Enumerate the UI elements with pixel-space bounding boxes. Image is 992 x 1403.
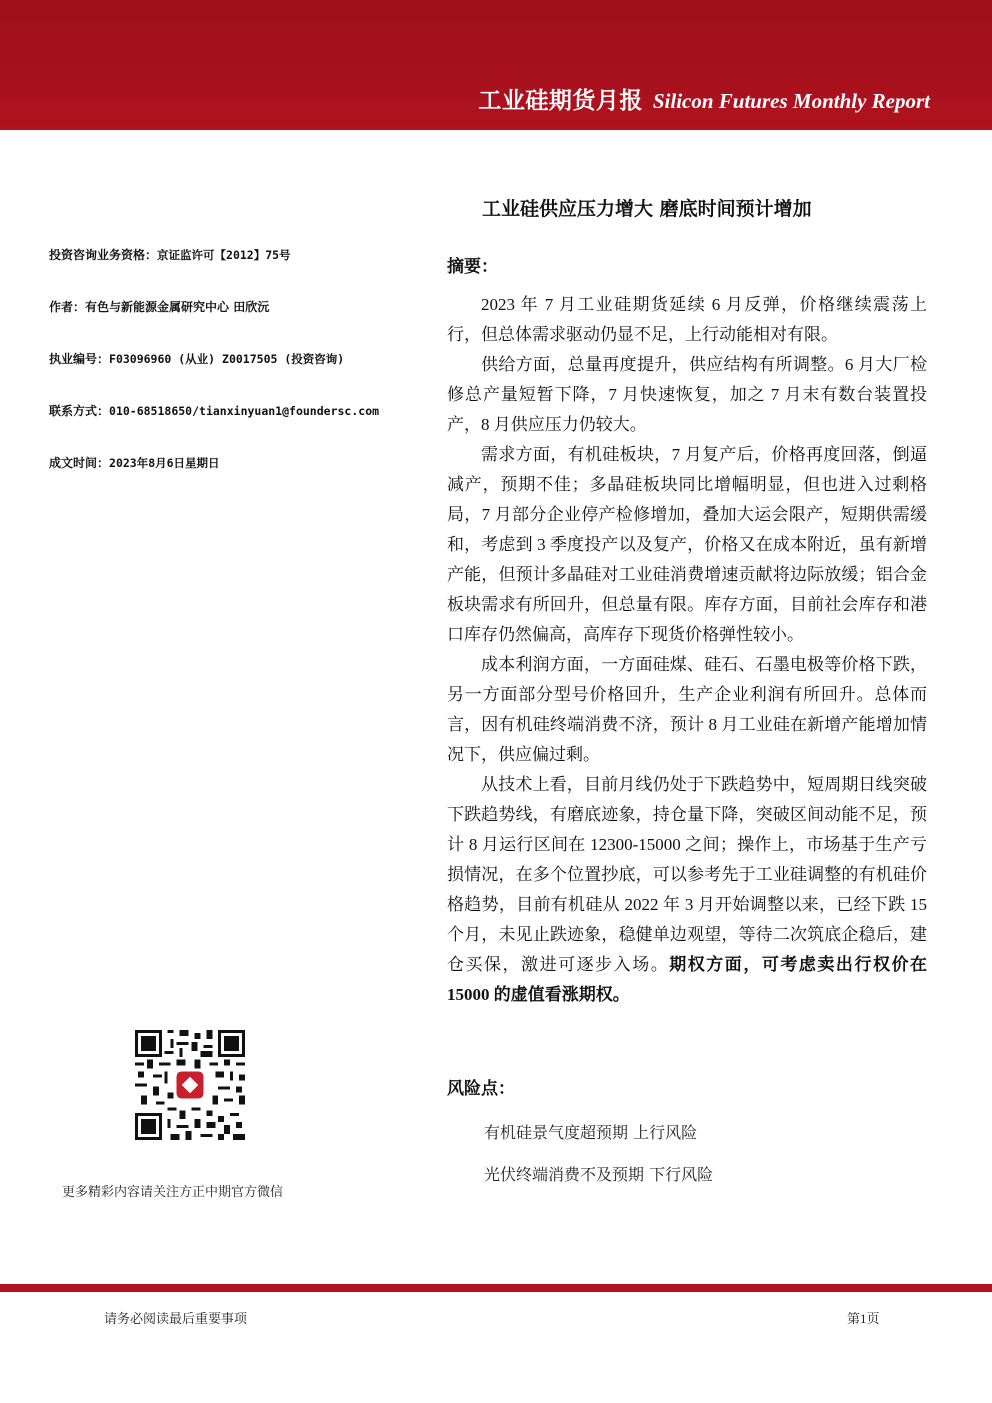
footer-rule: [0, 1284, 992, 1292]
abstract-paragraph-technical: [447, 770, 927, 1010]
risk-heading: 风险点：: [447, 1079, 515, 1099]
report-title: 工业硅供应压力增大 磨底时间预计增加: [482, 198, 812, 220]
meta-author-value: 有色与新能源金属研究中心 田欣沅: [85, 300, 270, 314]
meta-date: [49, 454, 220, 471]
footer-notice: 请务必阅读最后重要事项: [104, 1312, 248, 1327]
meta-contact-label: 联系方式：: [49, 404, 110, 418]
options-advice: 期权方面，可考虑卖出行权价在 15000 的虚值看涨期权。: [447, 955, 928, 1004]
meta-contact: [49, 402, 379, 419]
abstract-paragraph: 需求方面，有机硅板块，7 月复产后，价格再度回落，倒逼减产，预期不佳；多晶硅板块同比增幅明显，但也进入过剩格局，7 月部分企业停产检修增加，叠加大运会限产，短期供需缓和，考虑到 3 季度投产以及复产，价格又在成本附近，虽有新增产能，但预计多晶硅对工业硅消费增速贡献将边际放缓；铝合金板块需求有所回升，但总量有限。库存方面，目前社会库存和港口库存仍然偏高，高库存下现货价格弹性较小。: [447, 445, 927, 644]
abstract-heading: 摘要：: [447, 257, 498, 277]
page-number: 第1页: [847, 1311, 880, 1326]
header-title-en: Silicon Futures Monthly Report: [652, 89, 930, 113]
meta-contact-value: 010-68518650/tianxinyuan1@foundersc.com: [109, 404, 380, 418]
qr-caption: 更多精彩内容请关注方正中期官方微信: [62, 1185, 284, 1200]
abstract-paragraph: 供给方面，总量再度提升，供应结构有所调整。6 月大厂检修总产量短暂下降，7 月快速恢复，加之 7 月末有数台装置投产，8 月供应压力仍较大。: [447, 355, 927, 434]
meta-qualification-value: 京证监许可【2012】75号: [157, 248, 291, 262]
abstract-body: [447, 290, 927, 1010]
meta-qualification-label: 投资咨询业务资格：: [49, 248, 158, 262]
abstract-paragraph: 成本利润方面，一方面硅煤、硅石、石墨电极等价格下跌，另一方面部分型号价格回升，生产企业利润有所回升。总体而言，因有机硅终端消费不济，预计 8 月工业硅在新增产能增加情况下，供应偏过剩。: [447, 655, 927, 764]
header-title-cn: 工业硅期货月报: [478, 88, 643, 114]
meta-license-value: F03096960 (从业) Z0017505 (投资咨询): [109, 352, 345, 366]
technical-text: 从技术上看，目前月线仍处于下跌趋势中，短周期日线突破下跌趋势线，有磨底迹象，持仓量下降，突破区间动能不足，预计 8 月运行区间在 12300-15000 之间；操作上，市场基于生产亏损情况，在多个位置抄底，可以参考先于工业硅调整的有机硅价格趋势，目前有机硅从 2022 年 3 月开始调整以来，已经下跌 15 个月，未见止跌迹象，稳健单边观望，等待二次筑底企稳后，建仓买保，激进可逐步入场。: [447, 775, 927, 974]
meta-date-label: 成文时间：: [49, 456, 110, 470]
header-title: [478, 82, 930, 115]
risk-item: 光伏终端消费不及预期 下行风险: [484, 1165, 714, 1184]
meta-author: [49, 298, 269, 315]
abstract-paragraph: 2023 年 7 月工业硅期货延续 6 月反弹，价格继续震荡上行，但总体需求驱动仍显不足，上行动能相对有限。: [447, 295, 927, 344]
risk-item: 有机硅景气度超预期 上行风险: [484, 1123, 698, 1142]
meta-license-label: 执业编号：: [49, 352, 110, 366]
meta-license: [49, 350, 344, 367]
qr-code-icon: [135, 1030, 245, 1140]
meta-qualification: [49, 246, 291, 263]
meta-date-value: 2023年8月6日星期日: [109, 456, 220, 470]
meta-author-label: 作者：: [49, 300, 86, 314]
